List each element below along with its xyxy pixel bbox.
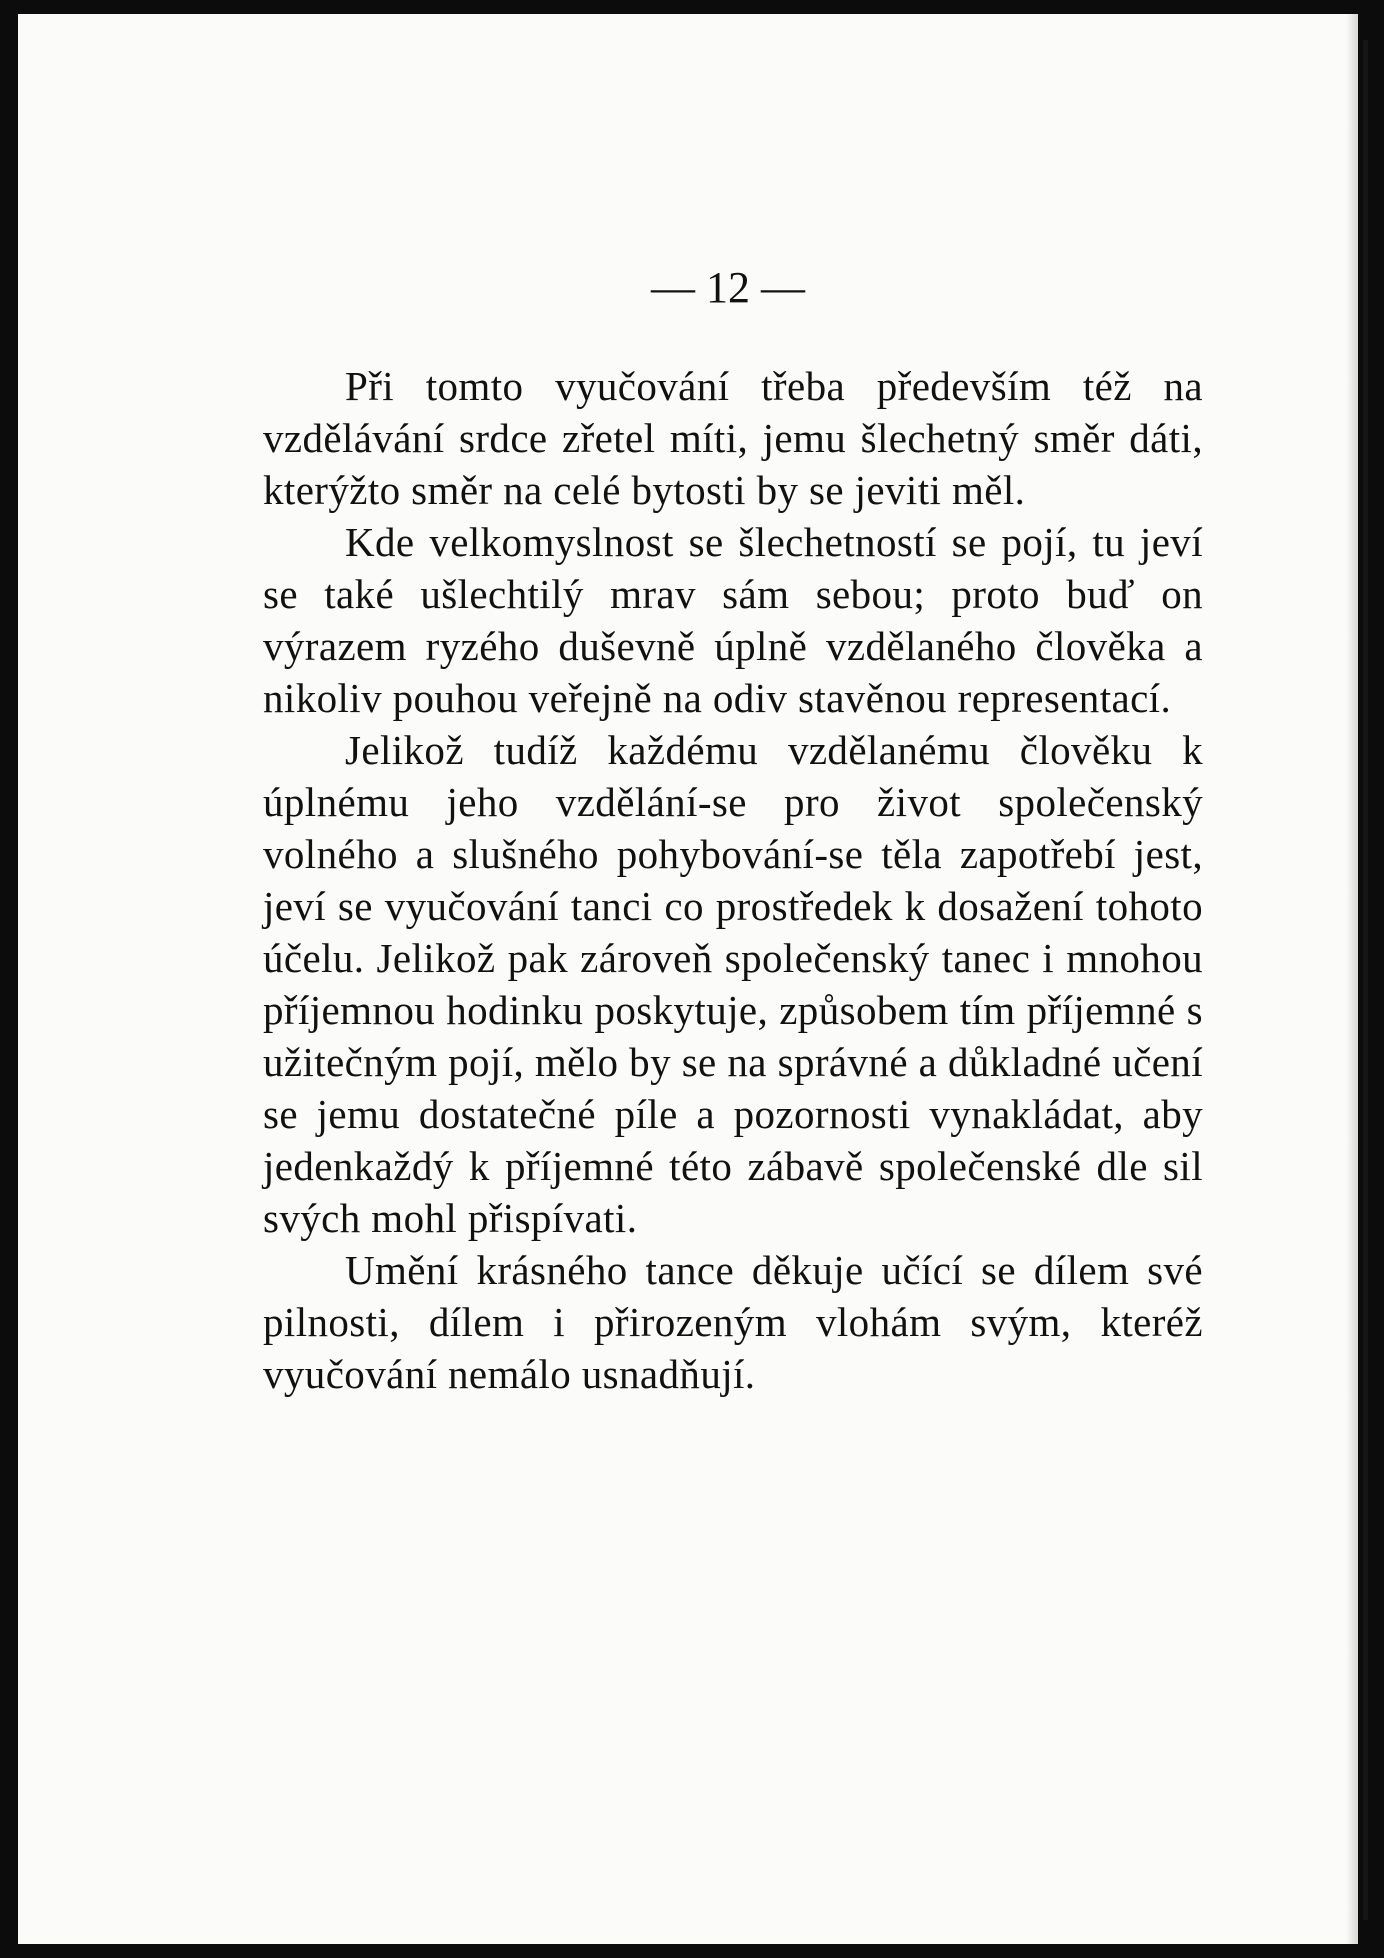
paragraph-3: Jelikož tudíž každému vzdělanému člověku k úplnému jeho vzdělání-se pro život společenský volného a slušného pohybování-se těla zapotřebí jest, jeví se vyučování tanci co prostředek k dosažení tohoto účelu. Jelikož pak zároveň společenský tanec i mnohou příjemnou hodinku poskytuje, způsobem tím příjemné s užitečným pojí, mělo by se na správné a důkladné učení se jemu dostatečné píle a pozornosti vynakládat, aby jedenkaždý k příjemné této zábavě společenské dle sil svých mohl přispívati.	[263, 727, 1203, 1241]
paragraph-1: Při tomto vyučování třeba především též na vzdělávání srdce zřetel míti, jemu šlechetný směr dáti, kterýžto směr na celé bytosti by se jeviti měl.	[263, 363, 1203, 513]
book-page	[18, 14, 1358, 1944]
body-text	[263, 360, 1203, 1400]
page-number: — 12 —	[651, 263, 805, 312]
paragraph-2: Kde velkomyslnost se šlechetností se pojí, tu jeví se také ušlechtilý mrav sám sebou; proto buď on výrazem ryzého duševně úplně vzdělaného člověka a nikoliv pouhou veřejně na odiv stavěnou representací.	[263, 519, 1203, 721]
paragraph-4: Umění krásného tance děkuje učící se dílem své pilnosti, dílem i přirozeným vlohám svým, kteréž vyučování nemálo usnadňují.	[263, 1247, 1203, 1397]
book-spine-edge	[1363, 40, 1368, 1920]
